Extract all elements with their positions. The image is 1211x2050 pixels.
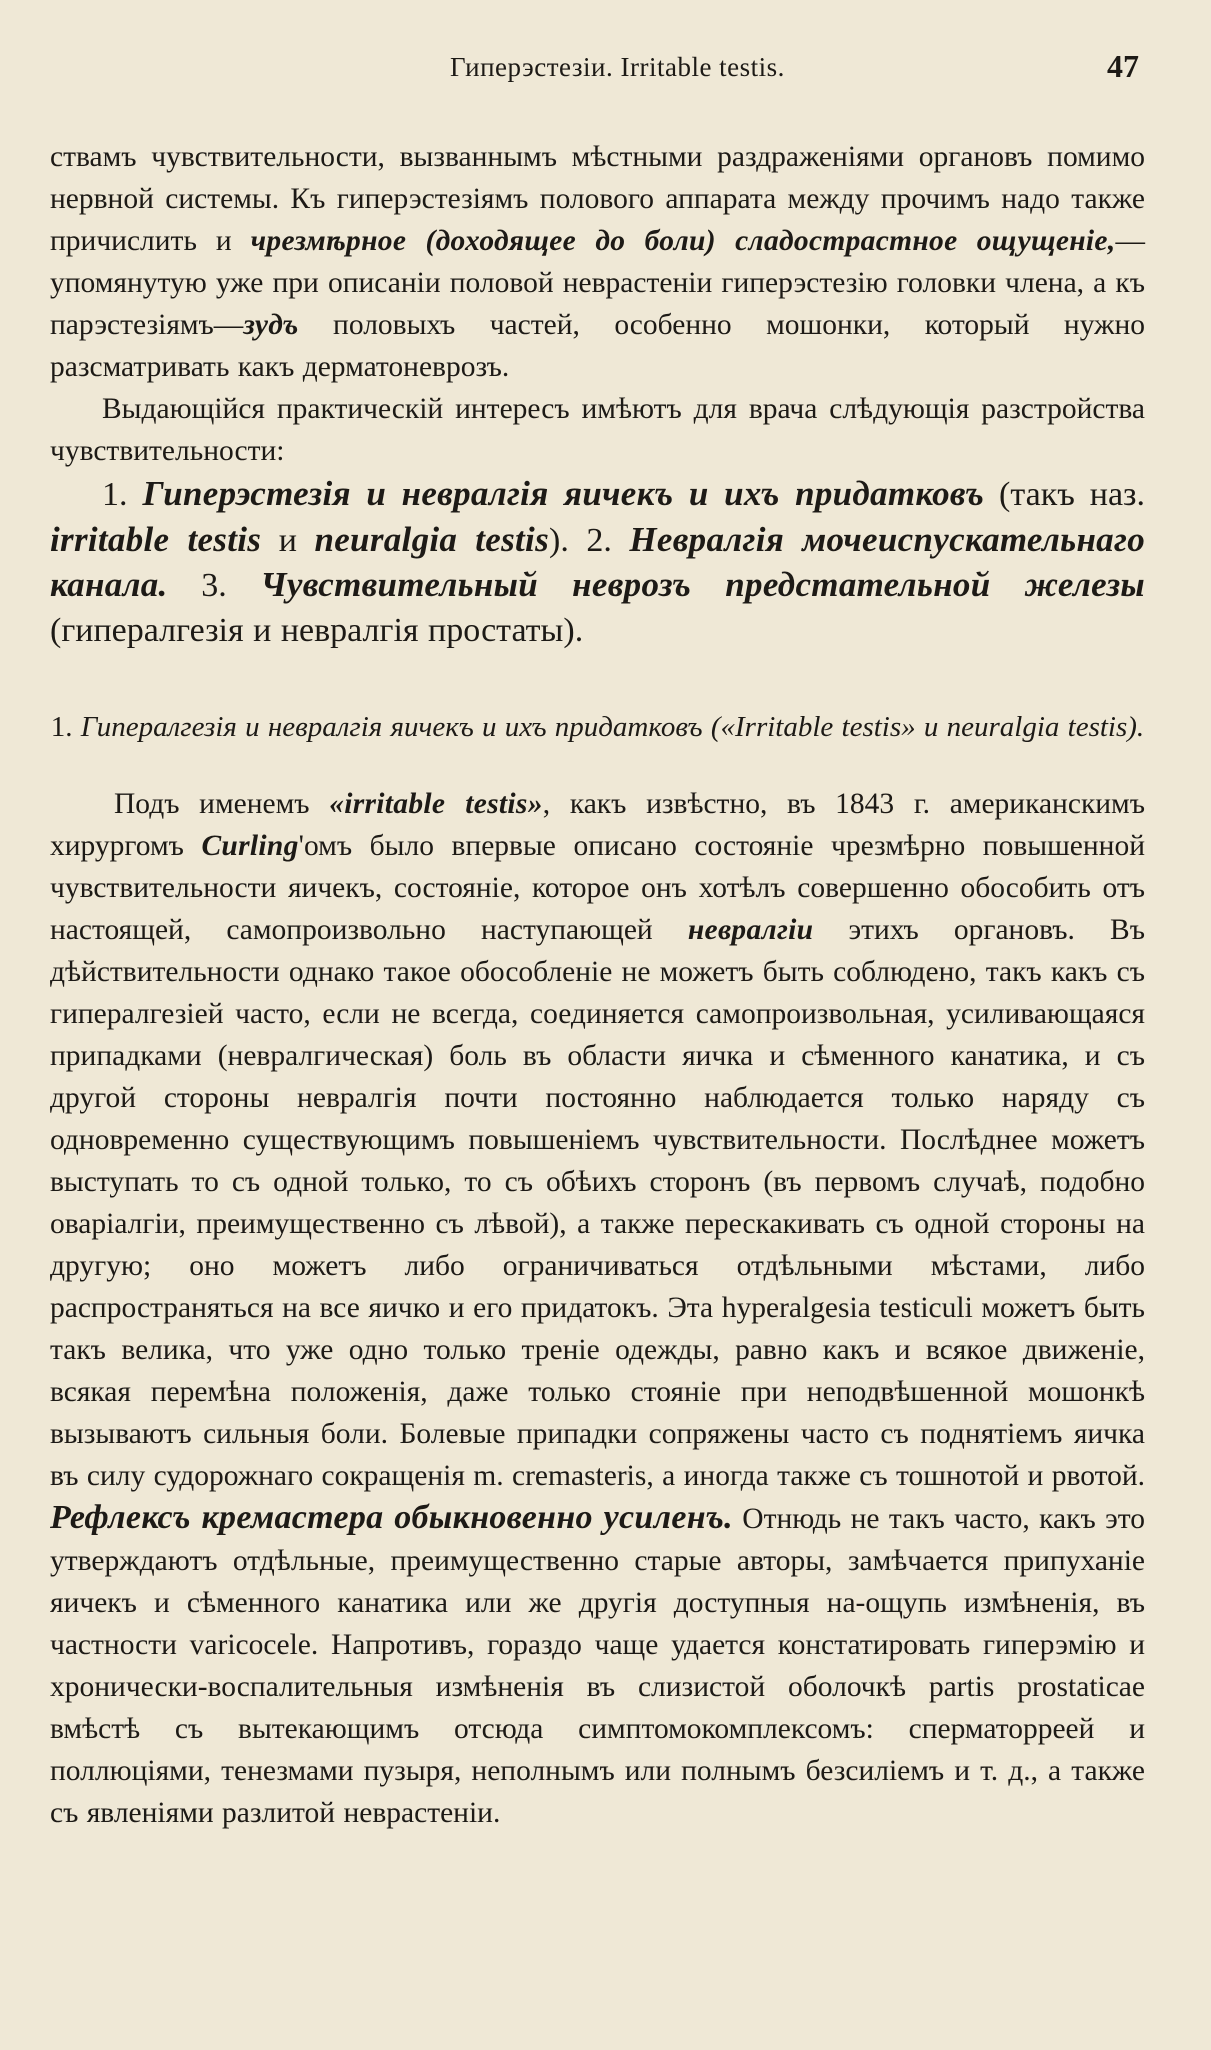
emphasis: Чувствительный неврозъ предстательной железы [260, 565, 1146, 604]
emphasis: Curling [201, 830, 299, 862]
section-number: 1. [50, 711, 73, 743]
text-run: (такъ наз. [984, 476, 1145, 513]
text-run: ). 2. [549, 521, 630, 559]
emphasis: зудъ [243, 309, 299, 341]
running-title: Гиперэстезіи. Irritable testis. [450, 52, 785, 82]
emphasis: irritable testis [50, 519, 262, 559]
page-number: 47 [1107, 48, 1139, 84]
section-title: Гипералгезія и невралгія яичекъ и ихъ придатковъ («Irritable testis» и neuralgia testis). [72, 711, 1145, 743]
text-run: этихъ органовъ. Въ дѣйствительности однако такое обособленіе не можетъ быть соблюдено, такъ какъ съ гипералгезіей часто, если не всегда, соединяется самопроизвольная, усиливающаяся припадками (невралгическая) боль въ области яичка и сѣменного канатика, и съ другой стороны невралгія почти постоянно наблюдается только наряду съ одновременно существующимъ повышеніемъ чувствительности. Послѣднее можетъ выступать то съ одной только, то съ обѣихъ сторонъ (въ первомъ случаѣ, подобно оваріалгіи, преимущественно съ лѣвой), а также перескакивать съ одной стороны на другую; оно можетъ либо ограничиваться отдѣльными мѣстами, либо распространяться на все яичко и его придатокъ. Эта hyperalgesia testiculi можетъ быть такъ велика, что уже одно только треніе одежды, равно какъ и всякое движеніе, всякая перемѣна положенія, даже только стояніе при неподвѣшенной мошонкѣ вызываютъ сильныя боли. Болевые припадки сопряжены часто съ поднятіемъ яичка въ силу судорожнаго сокращенія m. cremasteris, а иногда также съ тошнотой и рвотой. [50, 914, 1145, 1492]
disorder-list [50, 472, 1145, 653]
text-run: 1. [102, 476, 143, 513]
text-run: Отнюдь не такъ часто, какъ это утверждаютъ отдѣльные, преимущественно старые авторы, замѣчается припуханіе яичекъ и сѣменного канатика или же другія доступныя на-ощупь измѣненія, въ частности varicocele. Напротивъ, гораздо чаще удается констатировать гиперэмію и хронически-воспалительныя измѣненія въ слизистой оболочкѣ partis prostaticae вмѣстѣ съ вытекающимъ отсюда симптомокомплексомъ: сперматорреей и поллюціями, тенезмами пузыря, неполнымъ или полнымъ безсиліемъ и т. д., а также съ явленіями разлитой неврастеніи. [50, 1503, 1145, 1829]
text-run: ствамъ чувствительности, вызваннымъ мѣстными раздраженіями органовъ помимо нервной системы. Къ гиперэстезіямъ полового аппарата между прочимъ надо также причислить и [50, 141, 1145, 257]
emphasis: «irritable testis» [329, 788, 543, 820]
emphasis: Рефлексъ кремастера обыкновенно усиленъ. [50, 1499, 733, 1536]
paragraph-intro: Выдающійся практическій интересъ имѣютъ для врача слѣдующія разстройства чувствительности: [50, 393, 1145, 467]
body-text [50, 136, 1145, 1834]
emphasis: Невралгія мочеиспускательнаго канала. [50, 519, 1146, 604]
paragraph-main [50, 783, 1145, 1834]
running-header [50, 48, 1145, 98]
emphasis: чрезмѣрное (доходящее до боли) сладострастное ощущеніе, [250, 225, 1116, 257]
emphasis: neuralgia testis [314, 519, 550, 559]
section-heading [50, 707, 1145, 747]
text-run: (гипералгезія и невралгія простаты). [50, 611, 584, 649]
text-run: и [261, 521, 315, 559]
text-run: , какъ извѣстно, въ 1843 г. американскимъ хирургомъ [50, 788, 1145, 862]
text-run: Подъ именемъ [114, 788, 330, 820]
emphasis: Гиперэстезія и невралгія яичекъ и ихъ придатковъ [142, 474, 985, 513]
text-run: 3. [167, 567, 261, 604]
emphasis: невралгіи [687, 914, 814, 946]
text-run: 'омъ было впервые описано состояніе чрезмѣрно повышенной чувствительности яичекъ, состояніе, которое онъ хотѣлъ совершенно обособить отъ настоящей, самопроизвольно наступающей [50, 830, 1145, 946]
text-run: —упомянутую уже при описаніи половой неврастеніи гиперэстезію головки члена, а къ парэстезіямъ— [50, 225, 1145, 341]
paragraph-continued [50, 136, 1145, 388]
text-run: половыхъ частей, особенно мошонки, который нужно разсматривать какъ дерматоневрозъ. [50, 309, 1145, 383]
